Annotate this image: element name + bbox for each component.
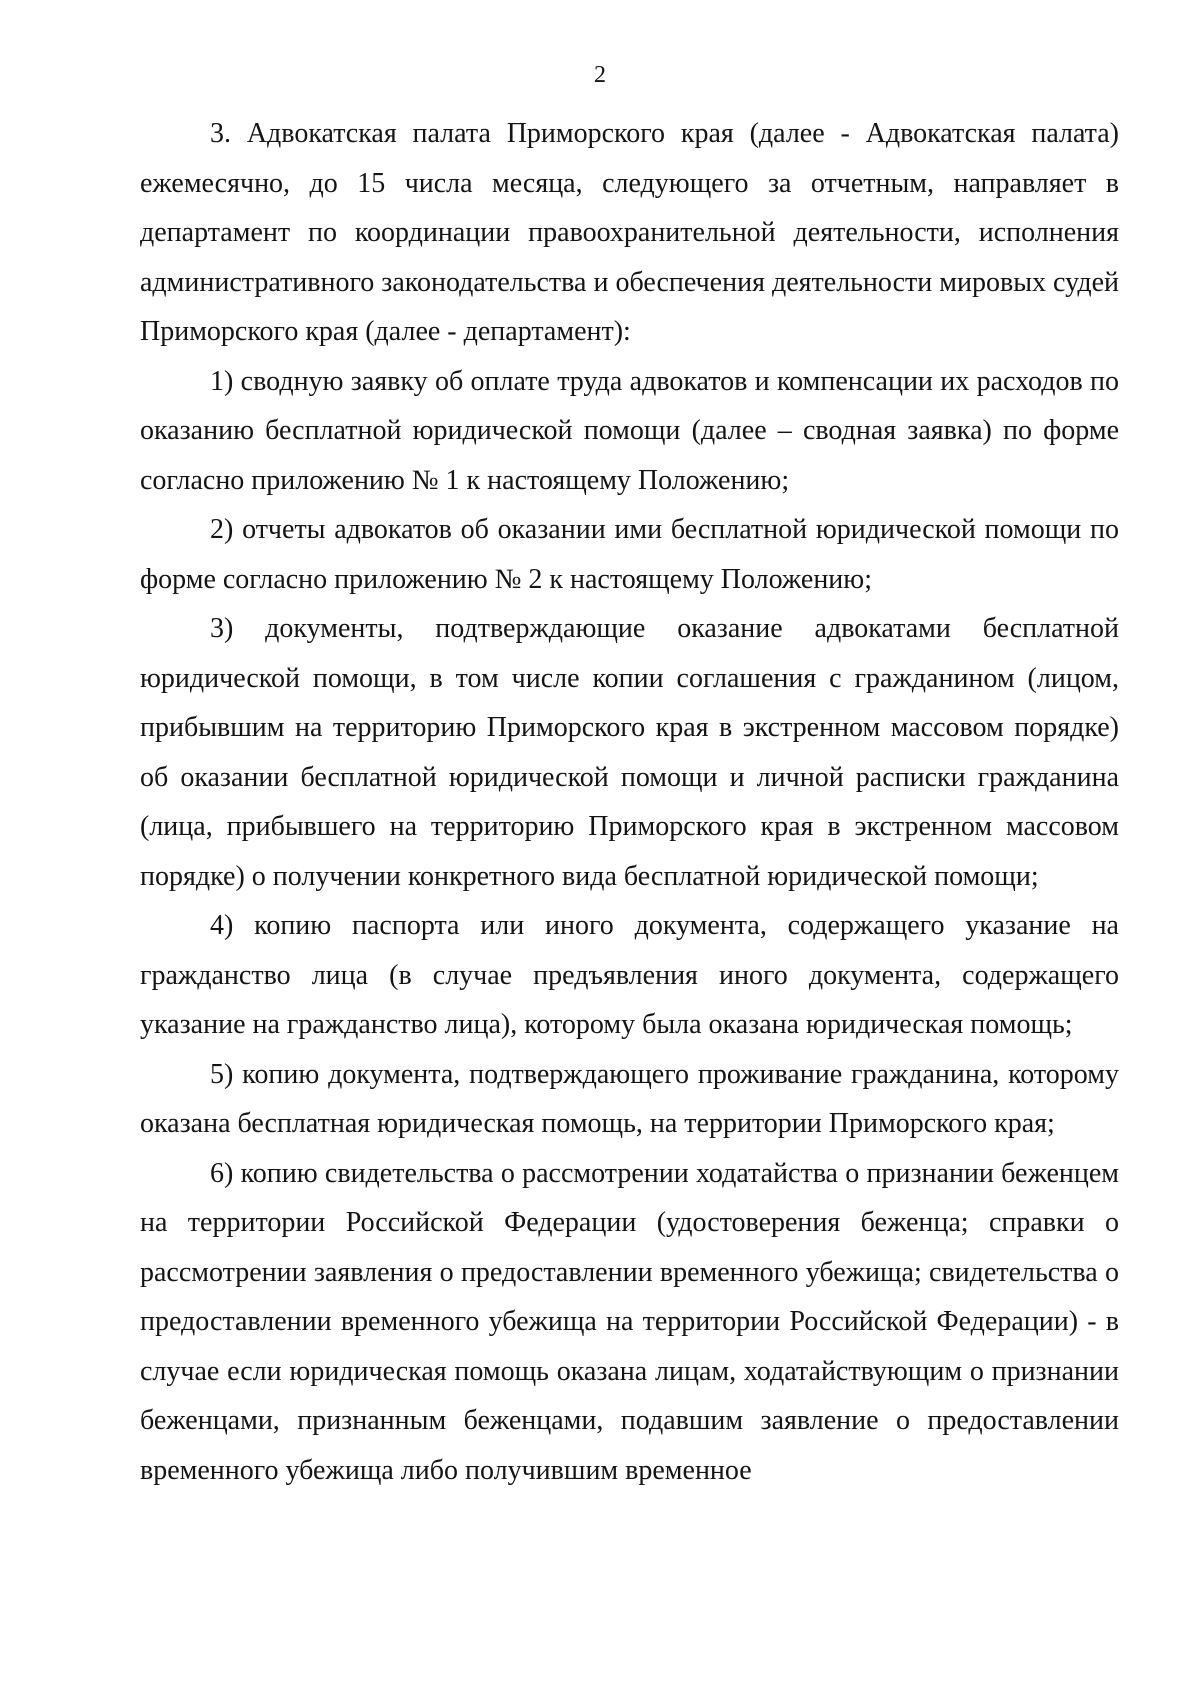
page-number: 2 (594, 62, 606, 88)
list-item-1: 1) сводную заявку об оплате труда адвокатов и компенсации их расходов по оказанию бесплатной юридической помощи (далее – сводная заявка) по форме согласно приложению № 1 к настоящему Положению; (140, 365, 1119, 496)
list-item-4: 4) копию паспорта или иного документа, содержащего указание на гражданство лица (в случае предъявления иного документа, содержащего указание на гражданство лица), которому была оказана юридическая помощь; (140, 910, 1119, 1040)
list-item-6: 6) копию свидетельства о рассмотрении ходатайства о признании беженцем на территории Российской Федерации (удостоверения беженца; справки о рассмотрении заявления о предоставлении временного убежища; свидетельства о предоставлении временного убежища на территории Российской Федерации) - в случае если юридическая помощь оказана лицам, ходатайствующим о признании беженцами, признанным беженцами, подавшим заявление о предоставлении временного убежища либо получившим временное (140, 1157, 1119, 1486)
document-body (140, 109, 1119, 1495)
list-item-2: 2) отчеты адвокатов об оказании ими бесплатной юридической помощи по форме согласно приложению № 2 к настоящему Положению; (140, 514, 1119, 595)
list-item-5: 5) копию документа, подтверждающего проживание гражданина, которому оказана бесплатная юридическая помощь, на территории Приморского края; (140, 1058, 1119, 1139)
list-item-3: 3) документы, подтверждающие оказание адвокатами бесплатной юридической помощи, в том числе копии соглашения с гражданином (лицом, прибывшим на территорию Приморского края в экстренном массовом порядке) об оказании бесплатной юридической помощи и личной расписки гражданина (лица, прибывшего на территорию Приморского края в экстренном массовом порядке) о получении конкретного вида бесплатной юридической помощи; (140, 613, 1119, 892)
paragraph-3: 3. Адвокатская палата Приморского края (далее - Адвокатская палата) ежемесячно, до 15 числа месяца, следующего за отчетным, направляет в департамент по координации правоохранительной деятельности, исполнения административного законодательства и обеспечения деятельности мировых судей Приморского края (далее - департамент): (140, 118, 1119, 347)
